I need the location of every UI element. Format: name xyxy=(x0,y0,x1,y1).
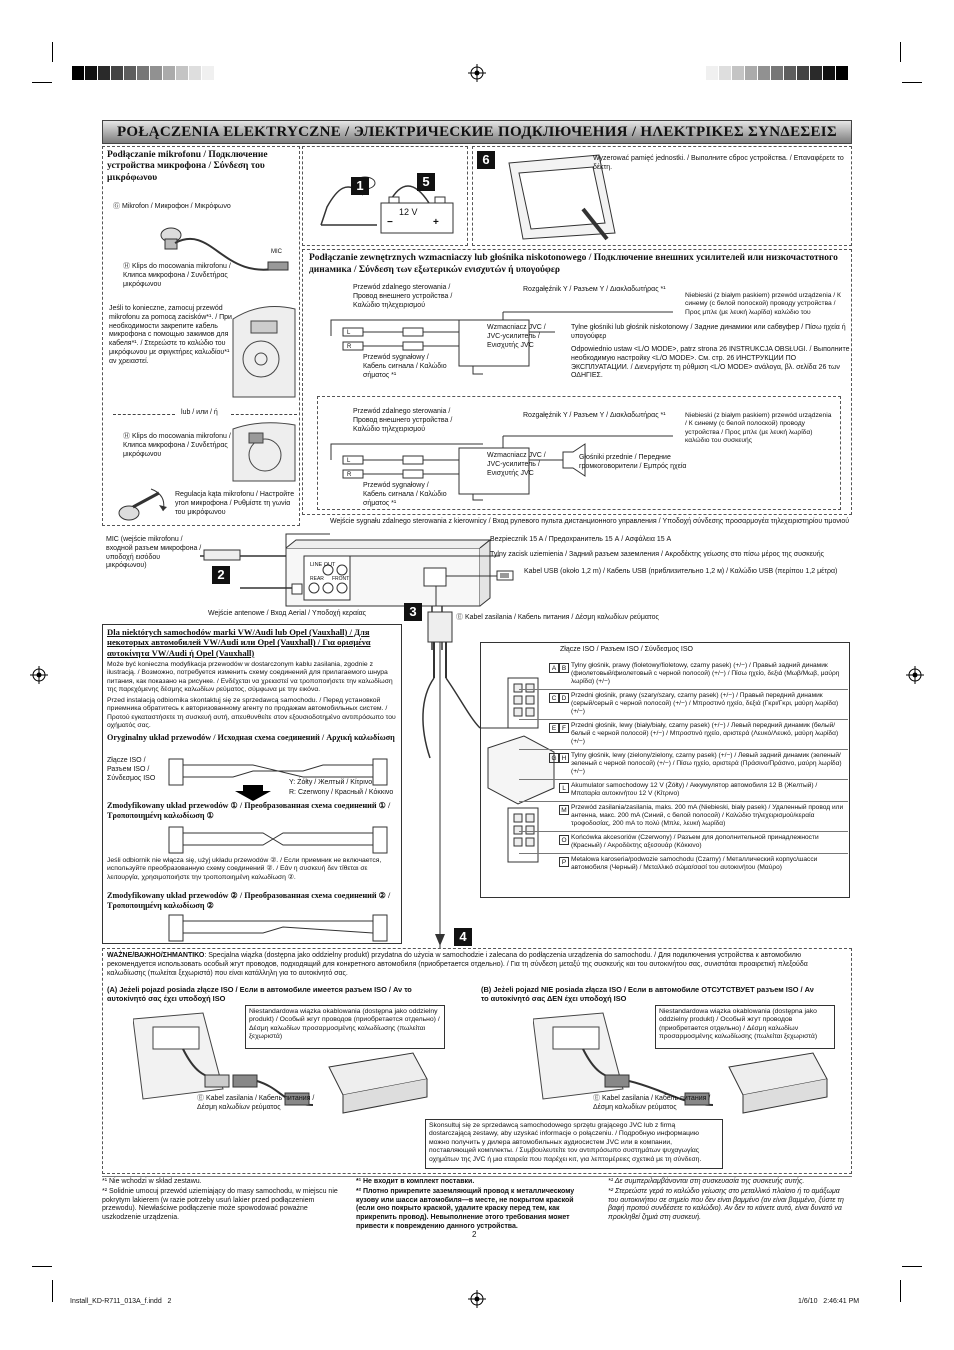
mic-clip-label-2: Ⓗ Klips do mocowania mikrofonu / Клипса микрофона / Συνδετήρας μικρόφωνου xyxy=(123,433,231,458)
or-separator xyxy=(113,409,297,419)
steering-remote-label: Wejście sygnału zdalnego sterowania z kierownicy / Вход рулевого пульта дистанционного управления / Υποδοχή σύνδεσης προσαρμογέα τηλεχειριστηρίου τιμονιού xyxy=(330,518,850,525)
splitter-label-1: Rozgałęźnik Y / Разъем Y / Διακλαδωτήρας *¹ xyxy=(523,286,666,293)
case-a-harness-box xyxy=(245,1005,445,1049)
sub-label: Tylne głośniki lub głośnik niskotonowy / Задние динамики или сабвуфер / Πίσω ηχεία ή υπογούφερ xyxy=(571,324,846,340)
color-bar-left xyxy=(72,66,215,80)
slug-date: 1/6/10 2:46:41 PM xyxy=(798,1298,860,1305)
fuse-label: Bezpiecznik 15 A / Предохранитель 15 А / Ασφάλεια 15 A xyxy=(490,536,672,543)
footnotes-el xyxy=(608,1178,848,1224)
color-bar-right xyxy=(706,66,849,80)
iso-table-title: Złącze ISO / Разъем ISO / Σύνδεσμος ISO xyxy=(560,646,693,653)
down-arrow-icon xyxy=(233,785,273,801)
mic-label: Ⓖ Mikrofon / Микрофон / Μικρόφωνο xyxy=(113,203,231,210)
pin-code: C xyxy=(549,693,559,703)
signal-cord-label-1: Przewód sygnałowy / Кабель сигнала / Καλώδιο σήματος *¹ xyxy=(363,354,447,379)
step-6-badge: 6 xyxy=(477,151,495,169)
vw-red-label: R: Czerwony / Красный / Κόκκινο xyxy=(289,789,394,796)
pin-code: H xyxy=(559,753,569,763)
table-row xyxy=(519,832,848,854)
registration-mark-right xyxy=(906,666,924,684)
footnote-pl-1: *¹ Nie wchodzi w skład zestawu. xyxy=(102,1178,202,1185)
reset-section xyxy=(472,146,852,246)
row-text: Metalowa karoseria/podwozie samochodu (Czarny) / Металлический корпус/шасси автомобиля (Черный) / Μεταλλικό σώμα/σασί του αυτοκινήτου (Μαύρο) xyxy=(571,856,818,872)
footnote-divider xyxy=(102,1176,852,1177)
step-2-badge: 2 xyxy=(212,566,230,584)
front-speakers-label: Głośniki przednie / Передние громкоговорители / Εμπρός ηχεία xyxy=(579,454,687,470)
footnote-el-1: *¹ Δε συμπεριλαμβάνονται στη συσκευασία της συσκευής αυτής. xyxy=(608,1178,805,1185)
vw-title: Dla niektórych samochodów marki VW/Audi lub Opel (Vauxhall) / Для некоторых автомобилей VW/Audi или Opel (Vauxhall) / Για ορισμένα αυτοκίνητα VW/Audi ή Opel (Vauxhall) xyxy=(107,627,371,658)
step-5-badge: 5 xyxy=(417,173,435,191)
remote-lead-label-2: Przewód zdalnego sterowania / Провод внешнего устройства / Καλώδιο τηλεχειρισμού xyxy=(353,408,453,433)
footnote-pl-2: *² Solidnie umocuj przewód uziemiający do masy samochodu, w miejscu nie pokrytym lakierem (w razie potrzeby usuń lakier przed podłączeniem przewodu). Niewłaściwe podłączenie może spowodować poważne uszkodzenie urządzenia. xyxy=(102,1187,338,1221)
pin-code: B xyxy=(559,663,569,673)
pin-code: F xyxy=(559,723,569,733)
channel-l-2: L xyxy=(347,458,351,464)
pin-code: G xyxy=(549,753,559,763)
vw-original-heading: Oryginalny układ przewodów / Исходная схема соединений / Αρχική καλωδίωση xyxy=(107,733,395,742)
case-b-harness-label: Niestandardowa wiązka okablowania (dostępna jako oddzielny produkt) / Особый жгут проводов (приобретается отдельно) / Δέσμη καλωδίων προσαρμοσμένης καλωδίωσης (πωλείται ξεχωριστά) xyxy=(659,1008,818,1041)
vw-intro: Może być konieczna modyfikacja przewodów w dostarczonym kablu zasilania, zgodnie z ilustracją. / Возможно, потребуется изменить схему соединений для прилагаемого шнура питания, как показано на рисунке. / Ενδέχεται να χρειαστεί να τροποποιήσετε την καλωδίωση της παρεχόμενης δέσμης καλωδίων ρεύματος, σύμφωνα με την εικόνα. xyxy=(107,661,393,694)
page-title: POŁĄCZENIA ELEKTRYCZNE / ЭЛЕКТРИЧЕСКИЕ ПОДКЛЮЧЕНИЯ / ΗΛΕΚΤΡΙΚΕΣ ΣΥΝΔΕΣΕΙΣ xyxy=(102,120,852,144)
footnote-ru-1: *¹ Не входит в комплект поставки. xyxy=(356,1178,475,1185)
battery-voltage: 12 V xyxy=(399,207,418,217)
vw-mod1-note: Jeśli odbiornik nie włącza się, użyj układu przewodów ②. / Если приемник не включается, используйте преобразованную схему соединений ②. / Εάν η συσκευή δεν τίθεται σε λειτουργία, χρησιμοποιήστε την τροποποιημένη καλωδίωση ②. xyxy=(107,857,382,881)
step-4-badge: 4 xyxy=(454,928,472,946)
row-text: Przedni głośnik, lewy (biały/biały, czarny pasek) (+/−) / Левый передний динамик (белый/белый с черной полосой) (+/−) / Μπροστινό ηχείο, αριστερά (Λευκό/Λευκό, μαύρη λωρίδα) (+/−) xyxy=(571,722,839,746)
important-label: WAŻNE/ВАЖНО/ΣΗΜΑΝΤΙΚΟ xyxy=(107,952,205,959)
mic-jack-label: MIC xyxy=(271,249,282,255)
vw-section xyxy=(102,624,402,944)
antenna-label: Wejście antenowe / Вход Aerial / Υποδοχή κεραίας xyxy=(208,610,367,617)
mic-input-label: MIC (wejście mikrofonu / входной разъем микрофона / υποδοχή εισόδου μικρόφωνου) xyxy=(106,536,202,570)
registration-mark-top xyxy=(468,64,486,82)
case-b-heading: (B) Jeżeli pojazd NIE posiada złącza ISO / Если в автомобиле ОТСУТСТВУЕТ разъем ISO / Αν το αυτοκίνητό σας ΔΕΝ έχει υποδοχή ISO xyxy=(481,985,814,1004)
pin-code: D xyxy=(559,693,569,703)
row-text: Końcówka akcesoriów (Czerwony) / Разъем для дополнительной принадлежности (Красный) / Ακροδέκτης αξεσουάρ (Κόκκινο) xyxy=(571,834,819,850)
table-row xyxy=(519,720,848,750)
battery-section xyxy=(302,146,468,246)
amp-label-1: Wzmacniacz JVC / JVC-усилитель / Ενισχυτής JVC xyxy=(487,324,546,349)
table-row xyxy=(519,802,848,832)
vw-bullet: Przed instalacją odbiornika skontaktuj się ze sprzedawcą samochodu. / Перед установкой приемника обратитесь к авторизованному агенту по продажам автомобильных систем. / Προτού εγκαταστήσετε τη συσκευή αυτή, απευθυνθείτε στον εξουσιοδοτημένο αντιπρόσωπο του οχήματός σας. xyxy=(107,697,396,730)
step-1-badge: 1 xyxy=(351,177,369,195)
pin-code: M xyxy=(559,805,569,815)
signal-cord-label-2: Przewód sygnałowy / Кабель сигнала / Καλώδιο σήματος *¹ xyxy=(363,482,447,507)
table-row xyxy=(519,690,848,720)
dashboard-illustration xyxy=(231,299,297,399)
line-out-label: LINE OUT xyxy=(310,562,336,568)
iso-table xyxy=(519,660,848,876)
row-text: Akumulator samochodowy 12 V (Żółty) / Аккумулятор автомобиля 12 В (Желтый) / Μπαταρία αυτοκινήτου 12 V (Κίτρινο) xyxy=(571,782,818,798)
dealer-note-box xyxy=(425,1119,723,1169)
pin-code: P xyxy=(559,857,569,867)
or-label: lub / или / ή xyxy=(181,409,218,416)
footnotes-pl xyxy=(102,1178,338,1224)
case-b-power-label: Ⓔ Kabel zasilania / Кабель питания / Δέσμη καλωδίων ρεύματος xyxy=(593,1095,711,1111)
dealer-note: Skonsultuj się ze sprzedawcą samochodowego sprzętu grającego JVC lub z firmą dostarczającą zestawy, aby uzyskać informacje o połączeniu. / Подробную информацию можно получить у дилера автомобильных аудиосистем JVC или в компании, поставляющей комплекты. / Συμβουλευτείτε τον αντιπρόσωπο συστημάτων ψυχαγωγίας οχημάτων της JVC ή μια εταιρεία που παρέχει κιτ, για λεπτομέρειες σχετικά με τη σύνδεση. xyxy=(429,1122,702,1163)
front-label: FRONT xyxy=(332,576,350,582)
remote-lead-label-1: Przewód zdalnego sterowania / Провод внешнего устройства / Καλώδιο τηλεχειρισμού xyxy=(353,284,453,309)
battery-minus: − xyxy=(387,217,393,228)
vw-iso-label: Złącze ISO / Разъем ISO / Σύνδεσμος ISO xyxy=(107,757,156,782)
mic-angle-label: Regulacja kąta mikrofonu / Настройте угол микрофона / Ρυθμίστε τη γωνία του μικρόφωνου xyxy=(175,491,295,516)
blue-white-label-2: Niebieski (z białym paskiem) przewód urządzenia / К синему (с белой полоской) проводу устройства / Προς μπλε (με λευκή λωρίδα) καλώδιο του συσκευής xyxy=(685,412,832,445)
reset-text: Wyzerować pamięć jednostki. / Выполните сброс устройства. / Επαναφέρετε το δέκτη. xyxy=(593,155,844,171)
mic-section-title: Podłączanie mikrofonu / Подключение устройства микрофона / Σύνδεση του μικρόφωνου xyxy=(107,150,268,183)
row-text: Przewód zasilania/zasilania, maks. 200 mA (Niebieski, biały pasek) / Удаленный провод или антенна, макс. 200 mA (Синий, с белой полосой) / Καλώδιο τηλεχειρισμού/κεραία τροφοδοσίας, 200 mA το πολύ (Μπλε, λευκή λωρίδα) xyxy=(571,804,844,828)
pin-code: O xyxy=(559,835,569,845)
row-text: Tylny głośnik, prawy (fioletowy/fioletowy, czarny pasek) (+/−) / Правый задний динамик (фиолетовый/фиолетовый с черной полосой) (+/−) / Πίσω ηχείο, δεξιά (Μωβ/Μωβ, μαύρη λωρίδα) (+/−) xyxy=(571,662,840,686)
usb-label: Kabel USB (około 1,2 m) / Кабель USB (приблизительно 1,2 м) / Καλώδιο USB (περίπου 1,2 μέτρα) xyxy=(524,568,838,575)
footnotes-ru xyxy=(356,1178,592,1233)
vw-mod2-heading: Zmodyfikowany układ przewodów ② / Преобразованная схема соединений ② / Τροποποιημένη καλωδίωση ② xyxy=(107,891,391,911)
case-a-power-label: Ⓔ Kabel zasilania / Кабель питания / Δέσμη καλωδίων ρεύματος xyxy=(197,1095,315,1111)
important-body: Specjalna wiązka (dostępna jako oddzielny produkt) przydatna do użycia w samochodzie i zalecana do podłączenia urządzenia do samochodu. / Для подключения устройства к автомобилю рекомендуется использовать особый жгут проводов, подходящий для конкретного автомобиля (приобретается отдельно). / Για τη σύνδεση μεταξύ της συσκευής και του αυτοκινήτου σας, συνιστάται προαιρετική πλεξούδα καλωδίωσης (πωλείται ξεχωριστά) που είναι κατάλληλη για το αυτοκίνητό σας. xyxy=(107,952,808,977)
splitter-label-2: Rozgałęźnik Y / Разъем Y / Διακλαδωτήρας *¹ xyxy=(523,412,666,419)
row-text: Przedni głośnik, prawy (szary/szary, czarny pasek) (+/−) / Правый передний динамик (серый/серый с черной полосой) (+/−) / Μπροστινό ηχείο, δεξιά (Γκρι/Γκρι, μαύρη λωρίδα) (+/−) xyxy=(571,692,839,716)
amp-section xyxy=(302,249,852,515)
table-row xyxy=(519,660,848,690)
battery-illustration xyxy=(317,159,467,243)
secure-cable-note: Jeśli to konieczne, zamocuj przewód mikrofonu za pomocą zacisków*¹. / При необходимости закрепите кабель микрофона с помощью зажимов для кабеля*¹. / Στερεώστε το καλώδιο του μικρόφωνου με σφιγκτήρες καλωδίου*¹ αν χρειαστεί. xyxy=(109,305,232,365)
table-row xyxy=(519,854,848,876)
row-text: Tylny głośnik, lewy (zielony/zielony, czarny pasek) (+/−) / Левый задний динамик (зеленый/зеленый с черной полосой) (+/−) / Πίσω ηχείο, αριστερά (Πράσινο/Πράσινο, μαύρη λωρίδα) (+/−) xyxy=(571,752,842,776)
channel-r-1: R xyxy=(347,344,352,350)
rear-label: REAR xyxy=(310,576,324,582)
sub-note: Odpowiednio ustaw <L/O MODE>, patrz strona 26 INSTRUKCJA OBSŁUGI. / Выполните необходимую настройку <L/O MODE>. См. стр. 26 ИНСТРУКЦИИ ПО ЭКСПЛУАТАЦИИ. / Διενεργήστε τη ρύθμιση <L/O MODE> ανάλογα, βλ. σελίδα 26 των ΟΔΗΓΙΕΣ. xyxy=(571,346,850,380)
registration-mark-bottom xyxy=(468,1290,486,1308)
vw-mod1-heading: Zmodyfikowany układ przewodów ① / Преобразованная схема соединений ① / Τροποποιημένη καλωδίωση ① xyxy=(107,801,391,821)
vw-yellow-label: Y: Żółty / Желтый / Κίτρινο xyxy=(289,779,373,786)
table-row xyxy=(519,750,848,780)
mic-angle-illustration xyxy=(111,485,175,525)
battery-plus: + xyxy=(433,217,439,228)
table-row xyxy=(519,780,848,802)
case-b-harness-box xyxy=(655,1005,835,1049)
amp-section-title: Podłączanie zewnętrznych wzmacniaczy lub głośnika niskotonowego / Подключение внешних усилителей или низкочастотного динамика / Σύνδεση των εξωτερικών ενισχυτών ή υπογούφερ xyxy=(309,253,838,275)
important-text: WAŻNE/ВАЖНО/ΣΗΜΑΝΤΙΚΟ: Specjalna wiązka (dostępna jako oddzielny produkt) przydatna do użycia w samochodzie i zalecana do podłączenia urządzenia do samochodu. / Для подключения устройства к автомобилю рекомендуется использовать особый жгут проводов, подходящий для конкретного автомобиля (приобретается отдельно). / Για τη σύνδεση μεταξύ της συσκευής και του αυτοκινήτου σας, συνιστάται προαιρετική πλεξούδα καλωδίωσης (πωλείται ξεχωριστά) που είναι κατάλληλη για το αυτοκίνητό σας. xyxy=(107,952,808,977)
step-3-badge: 3 xyxy=(404,603,422,621)
vw-mod1-diagram xyxy=(163,825,403,855)
usb-connector-illustration xyxy=(496,570,520,582)
mic-clip-label-1: Ⓗ Klips do mocowania mikrofonu / Клипса микрофона / Συνδετήρας μικρόφωνου xyxy=(123,263,231,288)
case-a-heading: (A) Jeżeli pojazd posiada złącze ISO / Если в автомобиле имеется разъем ISO / Αν το αυτοκίνητό σας έχει υποδοχή ISO xyxy=(107,985,412,1004)
footnote-ru-2: *² Плотно прикрепите заземляющий провод к металлическому кузову или шасси автомобиля—в месте, не покрытом краской (если оно покрыто краской, удалите краску перед тем, как прикрепить провод). Невыполнение этого требования может привести к повреждению данного устройства. xyxy=(356,1187,575,1230)
case-a-harness-label: Niestandardowa wiązka okablowania (dostępna jako oddzielny produkt) / Особый жгут проводов (приобретается отдельно) / Δέσμη καλωδίων προσαρμοσμένης καλωδίωσης (πωλείται ξεχωριστά) xyxy=(249,1008,440,1041)
pin-code: E xyxy=(549,723,559,733)
ground-label: Tylny zacisk uziemienia / Задний разъем заземления / Ακροδέκτης γείωσης στο πίσω μέρος της συσκευής xyxy=(490,551,824,558)
registration-mark-left xyxy=(30,666,48,684)
blue-white-label-1: Niebieski (z białym paskiem) przewód urządzenia / К синему (с белой полоской) проводу устройства / Προς μπλε (με λευκή λωρίδα) καλώδιο του xyxy=(685,292,841,316)
amp-label-2: Wzmacniacz JVC / JVC-усилитель / Ενισχυτής JVC xyxy=(487,452,546,477)
important-section xyxy=(102,948,852,1174)
page-number: 2 xyxy=(472,1230,477,1239)
vw-mod2-diagram xyxy=(163,913,403,943)
dashboard-clip-illustration xyxy=(231,419,297,483)
footnote-el-2: *² Στερεώστε γερά το καλώδιο γείωσης στο μεταλλικό πλαίσιο ή το αμάξωμα του αυτοκινήτου σε σημείο που δεν είναι βαμμένο (αν είναι βαμμένο, ξύστε τη βαφή προτού συνδέσετε το καλώδιο). Αν δεν το κάνετε αυτό, είναι δυνατό να προκληθεί ζημιά στη συσκευή. xyxy=(608,1187,844,1221)
power-cord-label: Ⓔ Kabel zasilania / Кабель питания / Δέσμη καλωδίων ρεύματος xyxy=(456,614,659,621)
channel-l-1: L xyxy=(347,330,351,336)
mic-section xyxy=(102,146,300,526)
pin-code: A xyxy=(549,663,559,673)
slug-file: Install_KD-R711_013A_f.indd 2 xyxy=(70,1298,172,1305)
pin-code: L xyxy=(559,783,569,793)
channel-r-2: R xyxy=(347,472,352,478)
